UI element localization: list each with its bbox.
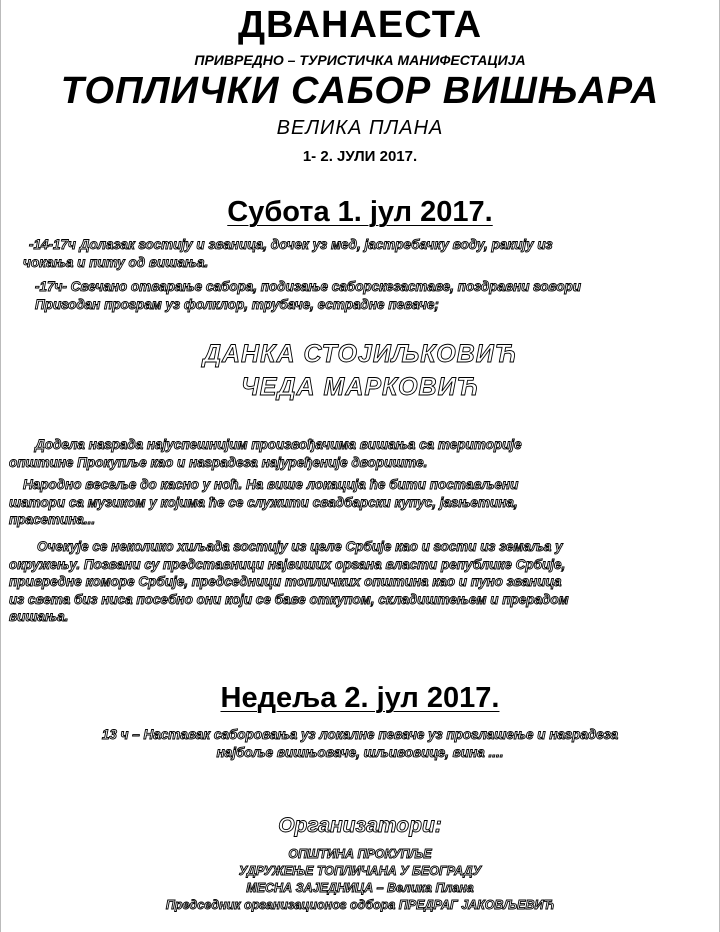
awards-line2: општине Прокупље као и наградеза најуређеније двориште. (9, 454, 428, 470)
organizers-list (1, 846, 719, 914)
event-name: ТОПЛИЧКИ САБОР ВИШЊАРА (60, 70, 660, 112)
festivities-line1: Народно весеље до касно у ноћ. На више локација ће бити постављени (23, 477, 519, 492)
performer-2: ЧЕДА МАРКОВИЋ (241, 373, 479, 401)
sunday-item (1, 726, 719, 761)
flyer-title: ДВАНАЕСТА (237, 4, 483, 46)
performers (1, 338, 719, 404)
guests-line5: вишања. (9, 609, 69, 624)
saturday-heading (1, 196, 719, 229)
saturday-awards-paragraph (9, 436, 681, 471)
organizer-3: МЕСНА ЗАЈЕДНИЦА – Велика Плана (246, 881, 474, 895)
organizer-2: УДРУЖЕЊЕ ТОПЛИЧАНА У БЕОГРАДУ (238, 864, 482, 878)
organizers-heading: Организатори: (278, 814, 442, 837)
sunday-heading-text: Недеља 2. јул 2017. (220, 682, 500, 714)
sunday-heading (1, 682, 719, 715)
guests-line3: привредне коморе Србије, председници топличких општина као и пуно званица (9, 574, 562, 589)
saturday-item-opening-line2: Пригодан програм уз фолклор, трубаче, естрадне певаче; (35, 296, 439, 312)
saturday-item-opening-line1: -17ч- Свечано отварање сабора, подизање саборскезаставе, поздравни говори (35, 279, 581, 294)
awards-line1: Додела награда најуспешнијим произвођачима вишања са територије (35, 437, 522, 452)
sunday-item-line2: најбоље вишњоваче, шљивовице, вина .... (216, 744, 504, 760)
saturday-item-arrival (23, 236, 683, 271)
guests-line4: из света биз ниса посебно они који се баве откупом, складиштењем и прерадом (9, 591, 569, 607)
saturday-festivities-paragraph (9, 476, 681, 529)
saturday-heading-text: Субота 1. јул 2017. (227, 196, 493, 228)
organizing-committee-president: Председник организационог одбора ПРЕДРАГ ЈАКОВЉЕВИЋ (165, 898, 555, 912)
event-dates: 1- 2. ЈУЛИ 2017. (302, 148, 418, 165)
saturday-item-opening (23, 278, 683, 313)
festivities-line2: шатори са музиком у којима ће се служити свадбарски купус, јагњетина, (9, 494, 518, 510)
guests-line2: окружењу. Позвани су представници највиших органа власти републике Србије, (9, 556, 566, 572)
organizer-1: ОПШТИНА ПРОКУПЉЕ (288, 847, 432, 861)
performer-1: ДАНКА СТОЈИЉКОВИЋ (202, 340, 518, 368)
sunday-item-line1: 13 ч – Наставак саборовања уз локалне певаче уз проглашење и наградеза (101, 727, 619, 742)
guests-line1: Очекује се неколико хиљада гостију из целе Србије као и гости из земаља у (37, 539, 563, 554)
flyer-subtitle: ПРИВРЕДНО – ТУРИСТИЧКА МАНИФЕСТАЦИЈА (194, 52, 526, 68)
saturday-guests-paragraph (9, 538, 681, 626)
saturday-item-arrival-line1: -14-17ч Долазак гостију и званица, дочек уз мед, јастребачку воду, ракију из (29, 237, 553, 252)
festivities-line3: прасетина... (9, 512, 96, 527)
saturday-item-arrival-line2: чокања и питу од вишања. (23, 254, 209, 270)
event-place: ВЕЛИКА ПЛАНА (276, 117, 444, 139)
